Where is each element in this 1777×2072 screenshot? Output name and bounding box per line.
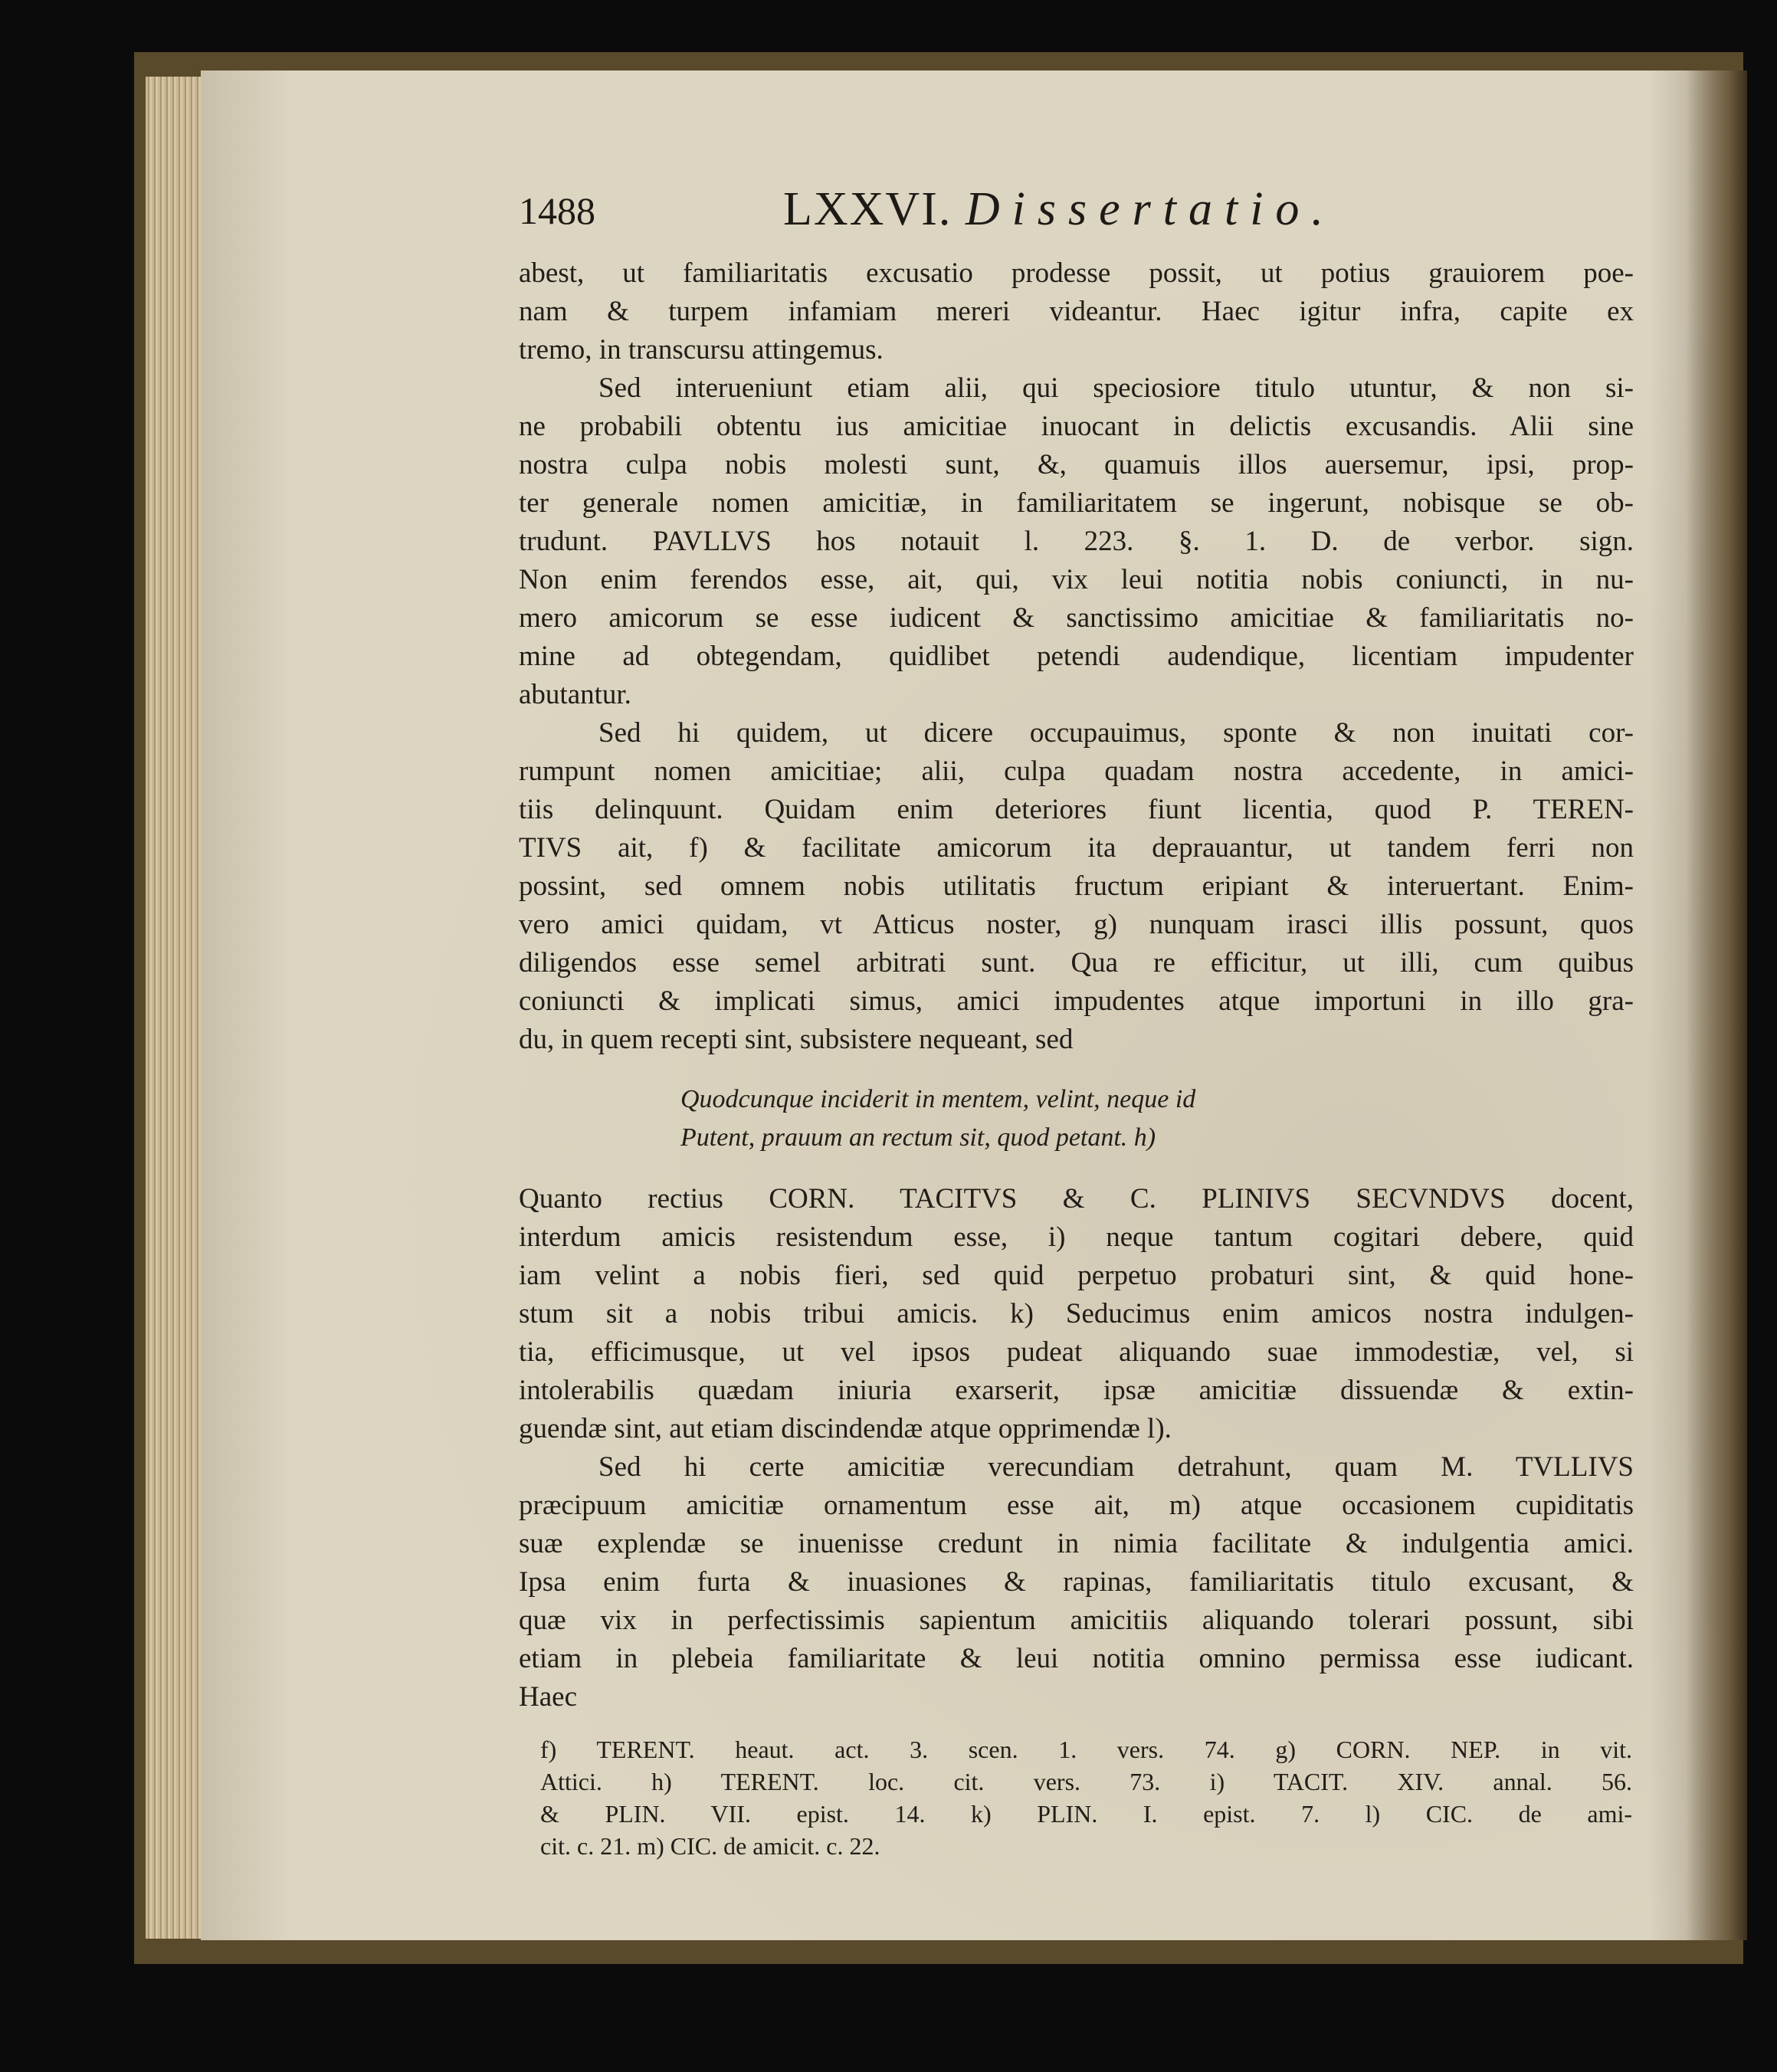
book-gutter	[1686, 70, 1747, 1940]
verse-quote	[680, 1080, 1370, 1157]
text-line: possint, sed omnem nobis utilitatis fructum eripiant & interuertant. Enim-	[519, 870, 1634, 902]
text-line: stum sit a nobis tribui amicis. k) Seducimus enim amicos nostra indulgen-	[519, 1298, 1634, 1329]
text-line: diligendos esse semel arbitrati sunt. Qua re efficitur, ut illi, cum quibus	[519, 947, 1634, 979]
text-line: etiam in plebeia familiaritate & leui notitia omnino permissa esse iudicant.	[519, 1643, 1634, 1674]
text-line: tia, efficimusque, ut vel ipsos pudeat aliquando suae immodestiæ, vel, si	[519, 1336, 1634, 1368]
text-line: iam velint a nobis fieri, sed quid perpetuo probaturi sint, & quid hone-	[519, 1260, 1634, 1291]
text-line: tremo, in transcursu attingemus.	[519, 334, 884, 366]
body-text	[519, 254, 1634, 1059]
footnote-line: cit. c. 21. m) CIC. de amicit. c. 22.	[540, 1832, 880, 1860]
text-line: præcipuum amicitiæ ornamentum esse ait, m) atque occasionem cupiditatis	[519, 1490, 1634, 1521]
text-line: Sed interueniunt etiam alii, qui speciosiore titulo utuntur, & non si-	[598, 372, 1634, 404]
text-line: Sed hi quidem, ut dicere occupauimus, sponte & non inuitati cor-	[598, 717, 1634, 749]
footnotes	[540, 1733, 1632, 1862]
footnote-line: & PLIN. VII. epist. 14. k) PLIN. I. epist. 7. l) CIC. de ami-	[540, 1800, 1632, 1828]
text-line: du, in quem recepti sint, subsistere nequeant, sed	[519, 1024, 1074, 1055]
text-line: trudunt. PAVLLVS hos notauit l. 223. §. 1. D. de verbor. sign.	[519, 526, 1634, 557]
text-line: vero amici quidam, vt Atticus noster, g) nunquam irasci illis possunt, quos	[519, 909, 1634, 940]
text-line: Ipsa enim furta & inuasiones & rapinas, familiaritatis titulo excusant, &	[519, 1566, 1634, 1598]
text-line: rumpunt nomen amicitiae; alii, culpa quadam nostra accedente, in amici-	[519, 756, 1634, 787]
text-line: intolerabilis quædam iniuria exarserit, ipsæ amicitiæ dissuendæ & extin-	[519, 1375, 1634, 1406]
text-line: nam & turpem infamiam mereri videantur. Haec igitur infra, capite ex	[519, 296, 1634, 327]
page-header	[519, 175, 1641, 244]
running-head-roman: LXXVI.	[783, 183, 952, 235]
text-line: nostra culpa nobis molesti sunt, &, quamuis illos auersemur, ipsi, prop-	[519, 449, 1634, 480]
text-line: suæ explendæ se inuenisse credunt in nimia facilitate & indulgentia amici.	[519, 1528, 1634, 1559]
body-text-continued	[519, 1180, 1634, 1716]
text-line: mero amicorum se esse iudicent & sanctissimo amicitiae & familiaritatis no-	[519, 602, 1634, 634]
page-edges	[146, 77, 207, 1939]
text-line: interdum amicis resistendum esse, i) neque tantum cogitari debere, quid	[519, 1221, 1634, 1253]
text-line: guendæ sint, aut etiam discindendæ atque opprimendæ l).	[519, 1413, 1172, 1444]
running-head-italic: Dissertatio.	[965, 183, 1336, 235]
text-line: Quanto rectius CORN. TACITVS & C. PLINIVS SECVNDVS docent,	[519, 1183, 1634, 1215]
text-line: mine ad obtegendam, quidlibet petendi audendique, licentiam impudenter	[519, 641, 1634, 672]
footnote-line: Attici. h) TERENT. loc. cit. vers. 73. i) TACIT. XIV. annal. 56.	[540, 1768, 1632, 1795]
quote-line: Putent, prauum an rectum sit, quod petant. h)	[680, 1123, 1156, 1152]
text-line: Non enim ferendos esse, ait, qui, vix leui notitia nobis coniuncti, in nu-	[519, 564, 1634, 595]
running-head	[783, 182, 1336, 237]
text-line: abest, ut familiaritatis excusatio prodesse possit, ut potius grauiorem poe-	[519, 257, 1634, 289]
text-line: tiis delinquunt. Quidam enim deteriores fiunt licentia, quod P. TEREN-	[519, 794, 1634, 825]
quote-line: Quodcunque inciderit in mentem, velint, neque id	[680, 1085, 1196, 1113]
footnote-line: f) TERENT. heaut. act. 3. scen. 1. vers. 74. g) CORN. NEP. in vit.	[540, 1736, 1632, 1763]
text-line: Sed hi certe amicitiæ verecundiam detrahunt, quam M. TVLLIVS	[598, 1451, 1634, 1483]
text-line: ter generale nomen amicitiæ, in familiaritatem se ingerunt, nobisque se ob-	[519, 487, 1634, 519]
text-line: ne probabili obtentu ius amicitiae inuocant in delictis excusandis. Alii sine	[519, 411, 1634, 442]
text-line: quæ vix in perfectissimis sapientum amicitiis aliquando tolerari possunt, sibi	[519, 1605, 1634, 1636]
text-line: abutantur.	[519, 679, 631, 710]
text-line: coniuncti & implicati simus, amici impudentes atque importuni in illo gra-	[519, 985, 1634, 1017]
page-number: 1488	[519, 189, 595, 232]
catchword: Haec	[519, 1681, 577, 1713]
text-line: TIVS ait, f) & facilitate amicorum ita deprauantur, ut tandem ferri non	[519, 832, 1634, 864]
